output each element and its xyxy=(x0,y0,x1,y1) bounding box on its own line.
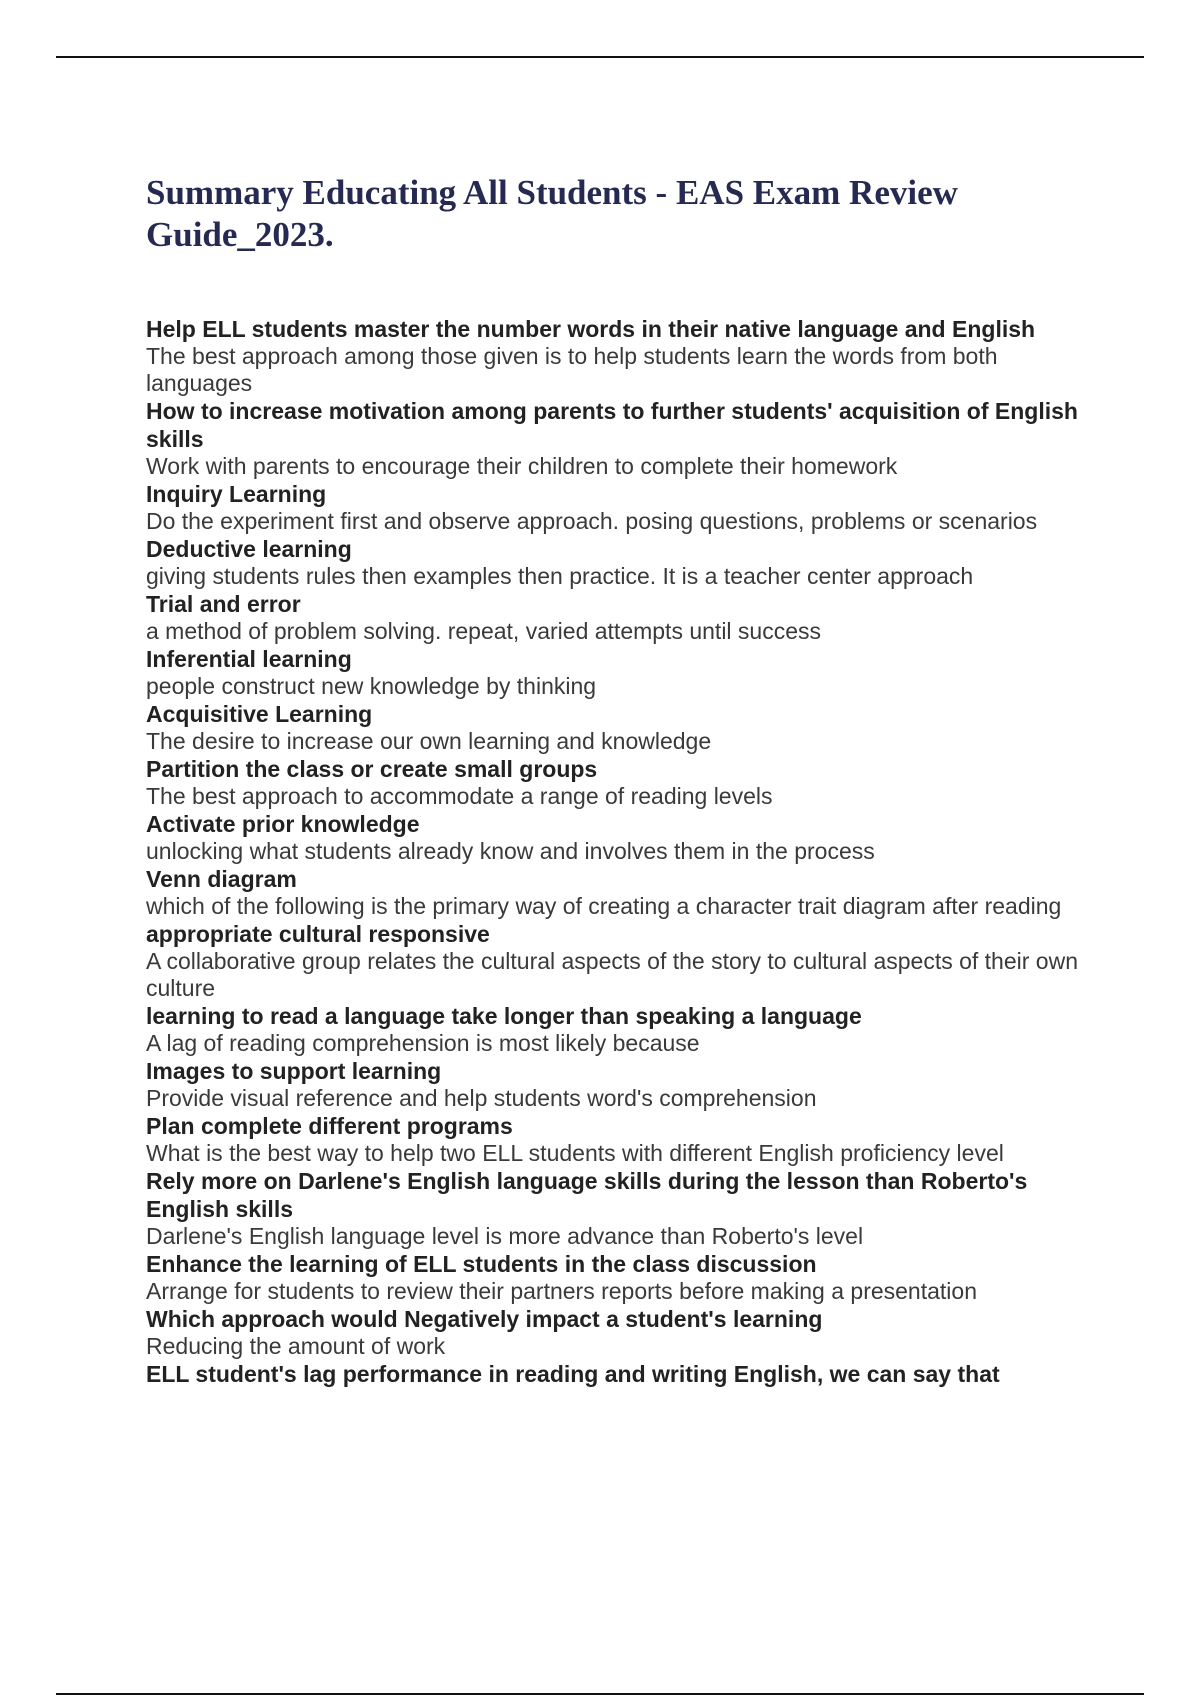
qa-definition: people construct new knowledge by thinking xyxy=(146,673,597,699)
qa-definition: Provide visual reference and help students word's comprehension xyxy=(146,1085,817,1111)
qa-item xyxy=(146,535,1106,590)
qa-definition: A lag of reading comprehension is most likely because xyxy=(146,1030,700,1056)
qa-item xyxy=(146,1250,1106,1305)
qa-definition: The best approach among those given is to help students learn the words from both languages xyxy=(146,343,998,396)
qa-definition: Work with parents to encourage their children to complete their homework xyxy=(146,453,898,479)
qa-definition: a method of problem solving. repeat, varied attempts until success xyxy=(146,618,822,644)
qa-item xyxy=(146,1360,1106,1388)
qa-definition: Reducing the amount of work xyxy=(146,1333,446,1359)
qa-term: Activate prior knowledge xyxy=(146,811,420,837)
qa-item xyxy=(146,810,1106,865)
qa-item xyxy=(146,590,1106,645)
qa-definition: What is the best way to help two ELL students with different English proficiency level xyxy=(146,1140,1004,1166)
qa-definition: which of the following is the primary way of creating a character trait diagram after reading xyxy=(146,893,1062,919)
qa-term: Deductive learning xyxy=(146,536,352,562)
qa-item xyxy=(146,645,1106,700)
qa-item xyxy=(146,865,1106,920)
qa-term: How to increase motivation among parents to further students' acquisition of English skills xyxy=(146,398,1078,452)
qa-definition: A collaborative group relates the cultural aspects of the story to cultural aspects of their own culture xyxy=(146,948,1078,1001)
qa-definition: The desire to increase our own learning and knowledge xyxy=(146,728,712,754)
qa-term: appropriate cultural responsive xyxy=(146,921,490,947)
qa-definition: unlocking what students already know and involves them in the process xyxy=(146,838,875,864)
qa-item xyxy=(146,700,1106,755)
qa-definition: Darlene's English language level is more advance than Roberto's level xyxy=(146,1223,864,1249)
qa-term: Enhance the learning of ELL students in the class discussion xyxy=(146,1251,817,1277)
top-rule xyxy=(56,56,1144,58)
qa-item xyxy=(146,1167,1106,1250)
qa-term: Partition the class or create small groups xyxy=(146,756,598,782)
qa-term: Inquiry Learning xyxy=(146,481,327,507)
qa-item xyxy=(146,1112,1106,1167)
qa-term: Rely more on Darlene's English language skills during the lesson than Roberto's English skills xyxy=(146,1168,1028,1222)
qa-definition: Arrange for students to review their partners reports before making a presentation xyxy=(146,1278,977,1304)
qa-term: Acquisitive Learning xyxy=(146,701,373,727)
qa-list xyxy=(146,315,1106,1388)
document-title: Summary Educating All Students - EAS Exam Review Guide_2023. xyxy=(146,173,958,254)
qa-term: Inferential learning xyxy=(146,646,352,672)
bottom-rule xyxy=(56,1693,1144,1695)
qa-item xyxy=(146,1057,1106,1112)
qa-item xyxy=(146,920,1106,1002)
qa-term: ELL student's lag performance in reading and writing English, we can say that xyxy=(146,1361,1000,1387)
qa-term: Which approach would Negatively impact a student's learning xyxy=(146,1306,823,1332)
qa-term: Plan complete different programs xyxy=(146,1113,513,1139)
qa-definition: Do the experiment first and observe approach. posing questions, problems or scenarios xyxy=(146,508,1038,534)
qa-definition: The best approach to accommodate a range of reading levels xyxy=(146,783,773,809)
qa-term: Help ELL students master the number words in their native language and English xyxy=(146,316,1036,342)
qa-item xyxy=(146,315,1106,397)
qa-item xyxy=(146,755,1106,810)
qa-item xyxy=(146,480,1106,535)
qa-term: Venn diagram xyxy=(146,866,297,892)
qa-term: learning to read a language take longer than speaking a language xyxy=(146,1003,862,1029)
qa-item xyxy=(146,397,1106,480)
qa-term: Images to support learning xyxy=(146,1058,442,1084)
qa-item xyxy=(146,1002,1106,1057)
qa-definition: giving students rules then examples then practice. It is a teacher center approach xyxy=(146,563,974,589)
qa-item xyxy=(146,1305,1106,1360)
qa-term: Trial and error xyxy=(146,591,301,617)
